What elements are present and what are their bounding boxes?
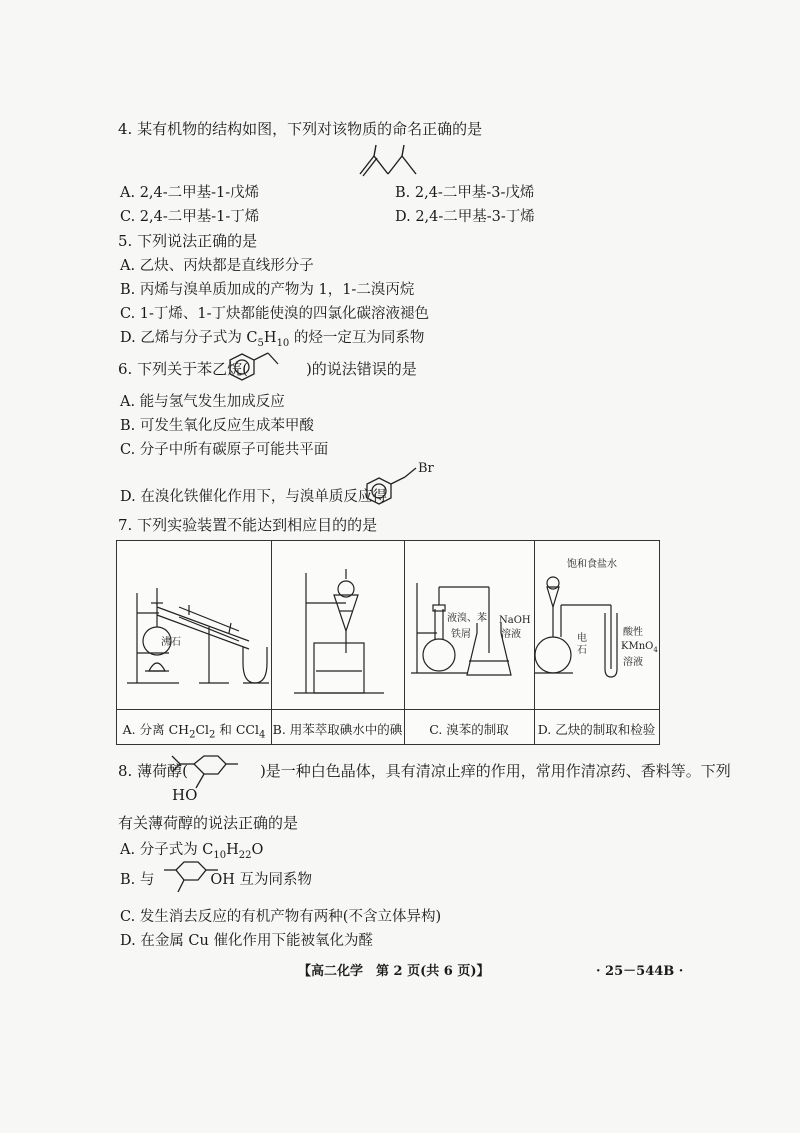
q6-option-b[interactable]: B. 可发生氧化反应生成苯甲酸 xyxy=(120,418,314,434)
q8-option-b[interactable]: B. 与 OH 互为同系物 xyxy=(120,872,313,888)
q5-option-b[interactable]: B. 丙烯与溴单质加成的产物为 1，1-二溴丙烷 xyxy=(120,282,415,298)
menthol-hydroxyl-label: HO xyxy=(172,786,198,804)
q6-option-a[interactable]: A. 能与氢气发生加成反应 xyxy=(120,394,285,410)
panel-d-annot-acidic: 酸性 xyxy=(623,627,643,638)
page-footer-code: · 25－544B · xyxy=(596,964,684,979)
panel-d-annot-solution: 溶液 xyxy=(623,657,643,668)
panel-b-label: B. 用苯萃取碘水中的碘 xyxy=(272,722,403,737)
panel-a-label: A. 分离 $CH_2Cl_2$ 和 CCl$_4$ xyxy=(122,722,266,741)
q5-option-a[interactable]: A. 乙炔、丙炔都是直线形分子 xyxy=(120,258,314,274)
q6-stem: 6. 下列关于苯乙烷( )的说法错误的是 xyxy=(118,360,417,378)
q8-option-d[interactable]: D. 在金属 Cu 催化作用下能被氧化为醛 xyxy=(120,933,373,949)
panel-d-label: D. 乙炔的制取和检验 xyxy=(537,722,656,737)
q4-option-c[interactable]: C. 2,4-二甲基-1-丁烯 xyxy=(120,209,260,225)
q8-option-c[interactable]: C. 发生消去反应的有机产物有两种(不含立体异构) xyxy=(120,909,442,925)
panel-a-annotation: 沸石 xyxy=(161,637,181,648)
q4-skeletal-structure xyxy=(352,144,434,178)
panel-d-annot-calcium-carbide-1: 电 xyxy=(577,633,587,644)
panel-c-annot-solution: 溶液 xyxy=(501,629,521,640)
q8-stem-continued: 有关薄荷醇的说法正确的是 xyxy=(118,814,299,832)
q6-option-d[interactable]: D. 在溴化铁催化作用下，与溴单质反应得 xyxy=(120,489,387,505)
panel-a-distillation-apparatus xyxy=(119,543,269,707)
panel-c-annot-iron-filings: 铁屑 xyxy=(451,629,471,640)
q7-figure xyxy=(116,540,660,745)
page-footer-info: 【高二化学 第 2 页(共 6 页)】 xyxy=(298,964,490,979)
panel-c-annot-naoh: NaOH xyxy=(499,615,531,626)
q4-option-b[interactable]: B. 2,4-二甲基-3-戊烯 xyxy=(395,185,535,201)
q8-option-a[interactable]: A. 分子式为 $C_{10}H_{22}O$ xyxy=(120,842,264,861)
q5-option-d[interactable]: D. 乙烯与分子式为 $C_5H_{10}$ 的烃一定互为同系物 xyxy=(120,330,425,349)
q4-option-d[interactable]: D. 2,4-二甲基-3-丁烯 xyxy=(395,209,535,225)
q5-option-c[interactable]: C. 1-丁烯、1-丁炔都能使溴的四氯化碳溶液褪色 xyxy=(120,306,430,322)
option-b-structure xyxy=(162,856,222,896)
bromoethylbenzene-structure xyxy=(366,458,446,508)
q4-stem: 4. 某有机物的结构如图，下列对该物质的命名正确的是 xyxy=(118,120,483,138)
br-label: Br xyxy=(418,461,434,476)
panel-c-label: C. 溴苯的制取 xyxy=(429,722,509,737)
panel-d-annot-brine: 饱和食盐水 xyxy=(567,559,617,570)
q5-stem: 5. 下列说法正确的是 xyxy=(118,232,258,250)
q8-stem: 8. 薄荷醇( )是一种白色晶体，具有清凉止痒的作用，常用作清凉药、香料等。下列 xyxy=(118,762,731,780)
panel-b-separatory-funnel xyxy=(274,543,402,707)
panel-d-acetylene-apparatus xyxy=(537,543,657,707)
ethylbenzene-structure xyxy=(228,350,288,384)
q6-option-c[interactable]: C. 分子中所有碳原子可能共平面 xyxy=(120,442,329,458)
panel-d-annot-kmno4: KMnO$_4$ xyxy=(621,641,658,654)
panel-c-bromobenzene-apparatus xyxy=(407,543,533,707)
panel-c-annot-bromine-benzene: 液溴、苯 xyxy=(447,613,487,624)
panel-d-annot-calcium-carbide-2: 石 xyxy=(577,645,587,656)
q7-stem: 7. 下列实验装置不能达到相应目的的是 xyxy=(118,516,378,534)
q4-option-a[interactable]: A. 2,4-二甲基-1-戊烯 xyxy=(120,185,260,201)
q7-label-row xyxy=(117,709,659,746)
